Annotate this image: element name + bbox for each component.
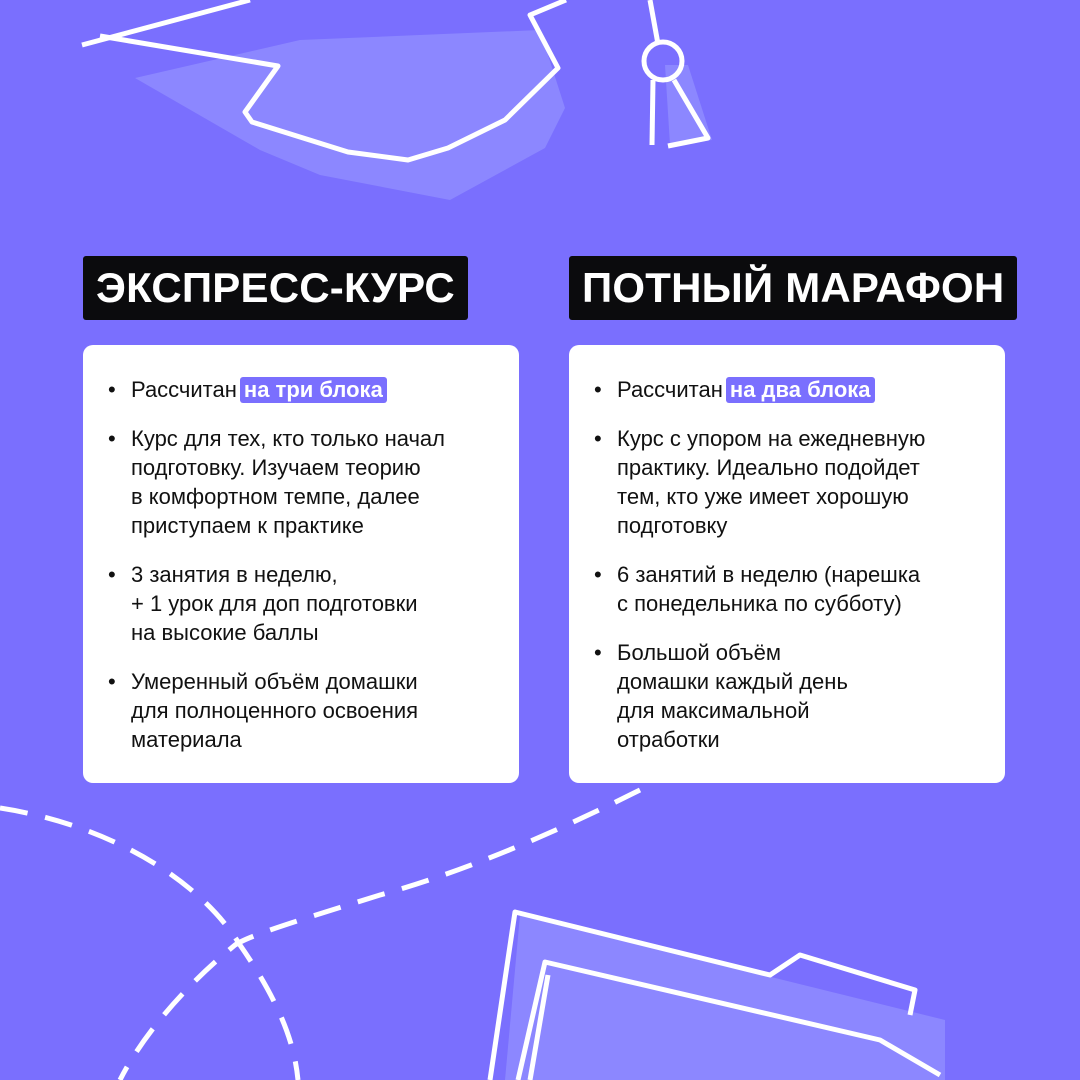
item-line: Умеренный объём домашки bbox=[131, 669, 418, 694]
graduation-cap-icon bbox=[82, 0, 712, 200]
bullet-icon: • bbox=[108, 377, 116, 402]
item-line: приступаем к практике bbox=[131, 513, 364, 538]
list-item bbox=[591, 424, 985, 540]
item-line: с понедельника по субботу) bbox=[617, 591, 902, 616]
list-item bbox=[105, 560, 499, 647]
list-item bbox=[105, 667, 499, 754]
marathon-card bbox=[569, 345, 1005, 783]
item-line: для полноценного освоения bbox=[131, 698, 419, 723]
highlight-badge: на два блока bbox=[726, 377, 875, 403]
bullet-icon: • bbox=[108, 426, 116, 451]
item-line: подготовку. Изучаем теорию bbox=[131, 455, 421, 480]
list-item bbox=[591, 560, 985, 618]
list-item bbox=[591, 638, 985, 754]
item-line: домашки каждый день bbox=[617, 669, 848, 694]
item-line: Рассчитан на три блока bbox=[131, 375, 499, 404]
list-item bbox=[105, 424, 499, 540]
express-course-card bbox=[83, 345, 519, 783]
item-line: 6 занятий в неделю (нарешка bbox=[617, 562, 921, 587]
item-line: Курс с упором на ежедневную bbox=[617, 426, 926, 451]
list-item bbox=[591, 375, 985, 404]
item-line: материала bbox=[131, 727, 242, 752]
item-line: Большой объём bbox=[617, 640, 781, 665]
express-course-title: ЭКСПРЕСС-КУРС bbox=[83, 256, 468, 320]
bullet-icon: • bbox=[594, 640, 602, 665]
marathon-title: ПОТНЫЙ МАРАФОН bbox=[569, 256, 1017, 320]
bullet-icon: • bbox=[594, 377, 602, 402]
highlight-badge: на три блока bbox=[240, 377, 387, 403]
bullet-icon: • bbox=[108, 669, 116, 694]
folder-icon bbox=[490, 912, 945, 1080]
item-line: тем, кто уже имеет хорошую bbox=[617, 484, 909, 509]
marathon-column bbox=[569, 256, 1005, 752]
item-line: 3 занятия в неделю, bbox=[131, 562, 338, 587]
item-line: для максимальной bbox=[617, 698, 810, 723]
item-line: + 1 урок для доп подготовки bbox=[131, 591, 418, 616]
item-line: подготовку bbox=[617, 513, 728, 538]
item-line: Рассчитан на два блока bbox=[617, 375, 985, 404]
bullet-icon: • bbox=[594, 562, 602, 587]
bullet-icon: • bbox=[108, 562, 116, 587]
item-line: в комфортном темпе, далее bbox=[131, 484, 420, 509]
item-line: отработки bbox=[617, 727, 720, 752]
item-line: практику. Идеально подойдет bbox=[617, 455, 920, 480]
list-item bbox=[105, 375, 499, 404]
bullet-icon: • bbox=[594, 426, 602, 451]
item-line: Курс для тех, кто только начал bbox=[131, 426, 446, 451]
express-course-column bbox=[83, 256, 519, 752]
item-line: на высокие баллы bbox=[131, 620, 319, 645]
